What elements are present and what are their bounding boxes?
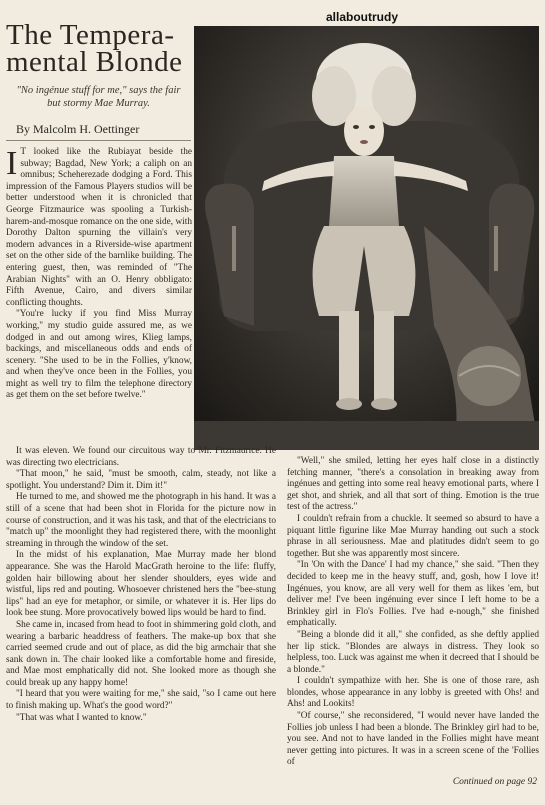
- paragraph: "That was what I wanted to know.": [16, 712, 147, 723]
- photo-illustration: [194, 26, 539, 450]
- paragraph: "Being a blonde did it all," she confided, as she deftly applied her lip stick. "Blondes are always in distress. They look so helpless, too. Luck was against me when it decreed that I should be a blonde.": [287, 629, 539, 675]
- title-line-2: mental Blonde: [6, 46, 183, 78]
- continued-note: Continued on page 92: [452, 777, 537, 787]
- header-divider: [6, 140, 191, 141]
- paragraph: "You're lucky if you find Miss Murray working," my studio guide assured me, as we dodged in and out among wires, Klieg lamps, backings, and miscellaneous odds and ends of scenery. "She used to be in the Follies, y'know, and when they've once been in the Follies, you might as well try to film the telephone directory as get them on the set before twelve.": [6, 309, 192, 401]
- paragraph: "I heard that you were waiting for me," she said, "so I came out here to finish making up. What's the good word?": [6, 689, 276, 712]
- paragraph: It was eleven. We found our circuitous way to Mr. Fitzmaurice. He was directing two electricians.: [6, 446, 276, 468]
- article-column-left: [6, 446, 276, 791]
- paragraph: He turned to me, and showed me the photograph in his hand. It was a still of a scene that had been shot in Florida for the picture now in course of construction, and it was his task, and that of the electricians to "match up" the moonlight they had registered there, with the moonlight streaming in through the window of the set.: [6, 492, 276, 549]
- watermark: allaboutrudy: [325, 10, 398, 24]
- paragraph: "In 'On with the Dance' I had my chance," she said. "Then they decided to keep me in the heavy stuff, and, gosh, how I love it! Ingénues, you know, are all very well for them as likes 'em, but deliver me! I've been ingénuing ever since I left home to be a Brinkley girl in Flo's Follies. I've had e-nough," she finished emphatically.: [287, 560, 539, 629]
- title-line-1: The Tempera-: [6, 19, 175, 51]
- article-column-right: [287, 456, 539, 788]
- drop-cap: I: [6, 147, 18, 182]
- paragraph: I couldn't sympathize with her. She is one of those rare, ash blondes, whose appearance in any lobby is greeted with Ohs! and Ahs! and Lookits!: [287, 676, 539, 710]
- paragraph: "That moon," he said, "must be smooth, calm, steady, not like a spotlight. You understand? Dim it. Dim it!": [6, 469, 276, 491]
- mae-murray-photo: [194, 26, 539, 450]
- article-subtitle: "No ingénue stuff for me," says the fair but stormy Mae Murray.: [16, 85, 181, 109]
- paragraph: In the midst of his explanation, Mae Murray made her blond appearance. She was the Harold MacGrath heroine to the life: fluffy, golden hair billowing about her slender shoulders, eyes wide and wistful, lips red and pouting. Whosoever christened hers the "bee-stung lips" had an eye for metaphor, or simile, or whatever it is. Her lips do look bee stung. More provocatively bowed lips would be hard to find.: [6, 550, 276, 619]
- paragraph: I couldn't refrain from a chuckle. It seemed so absurd to have a piquant little figurine like Mae Murray handing out such a stock phrase in all seriousness. Mae and platitudes didn't seem to go together. But she was apparently most sincere.: [287, 513, 539, 559]
- paragraph: She came in, incased from head to foot in shimmering gold cloth, and wearing a barbaric headdress of feathers. The make-up box that she carried seemed crude and out of place, as did the big armchair that she sank down in. The chair looked like a comfortable home and fireside, and Mae most emphatically did not. She looked more as though she could break up any happy home!: [6, 619, 276, 688]
- byline: By Malcolm H. Oettinger: [16, 122, 140, 136]
- paragraph: "Of course," she reconsidered, "I would never have landed the Follies job unless I had been a blonde. The Brinkley girl had to be, you see. And not to have landed in the Follies might have meant never getting into pictures. It was in a screen scene of the 'Follies of: [287, 711, 539, 768]
- article-column-top: [6, 147, 192, 447]
- article-header: [6, 19, 191, 137]
- paragraph: "Well," she smiled, letting her eyes half close in a distinctly fetching manner, "there's a consolation in breaking away from ingénues and getting into some real heavy emotional parts, where I get shot, and shriek, and all that sort of thing. Emotion is the true test of the actress.": [287, 456, 539, 513]
- paragraph: T looked like the Rubiayat beside the subway; Bagdad, New York; a caliph on an omnibus; Scheherezade dodging a Ford. This impression of the Famous Players studios will be better understood when it is chronicled that George Fitzmaurice was spooling a Turkish-harem-and-mosque romance on the one side, with Dorothy Dalton spurning the villain's very modern advances in a Riverside-wise apartment set on the other side of the barnlike building. The entering guest, then, was reminded of "The Arabian Nights" with an O. Henry obbligato: Fifth Avenue, Cairo, and divers similar conflicting thoughts.: [6, 147, 192, 308]
- article-title: [6, 19, 191, 78]
